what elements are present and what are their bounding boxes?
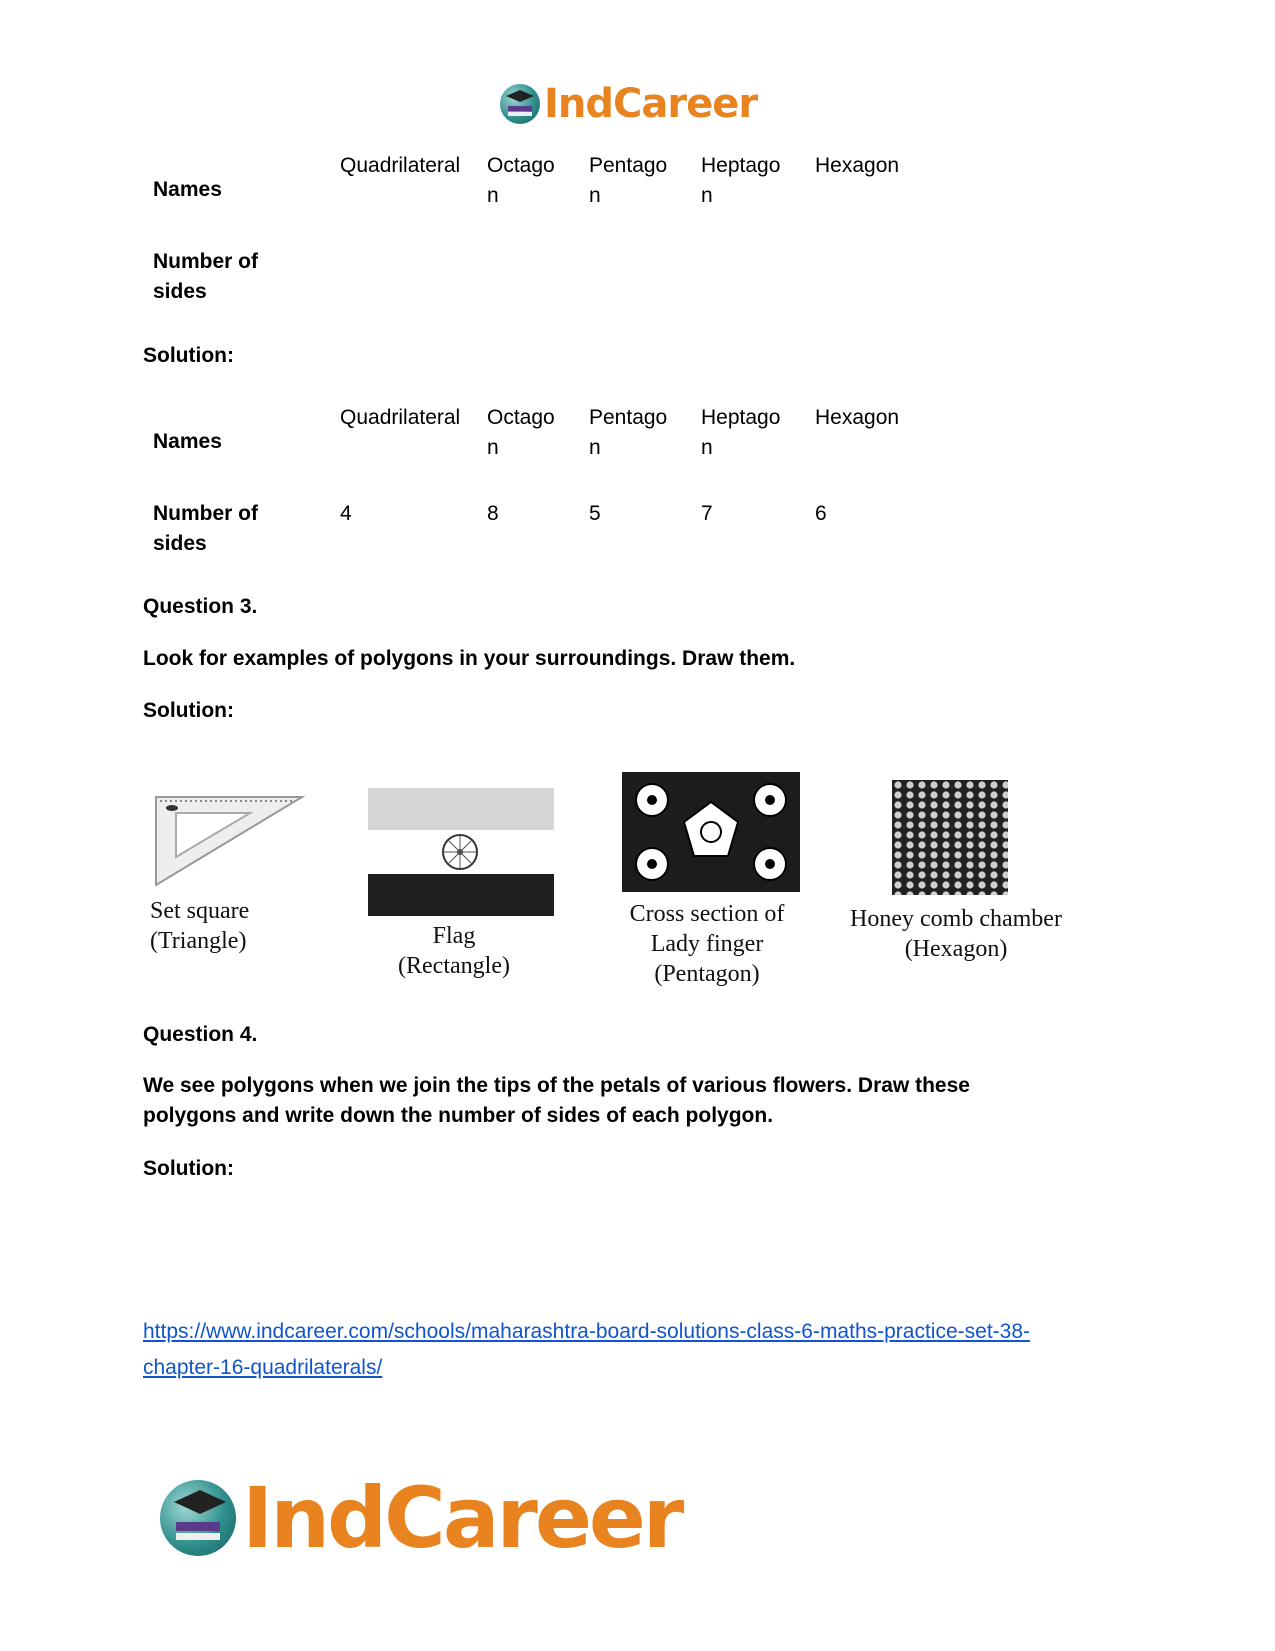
table2-sides-cell: 6 [815, 502, 827, 525]
footer-link[interactable] [143, 1314, 1103, 1386]
globe-book-icon [500, 84, 540, 124]
table2-name-cell: Octagon [487, 406, 555, 459]
set-square-figure [150, 785, 310, 890]
table2-sides-cell: 7 [701, 502, 713, 525]
footer-link-line[interactable]: chapter-16-quadrilaterals/ [143, 1356, 383, 1379]
table2-sides-cell: 8 [487, 502, 499, 525]
lady-finger-figure [622, 772, 800, 892]
honeycomb-figure [892, 780, 1008, 895]
table1-name-cell: Octagon [487, 154, 555, 207]
table1-name-cell: Hexagon [815, 154, 900, 177]
honeycomb-caption [840, 904, 1072, 964]
table2-sides-header: Number of sides [153, 502, 258, 555]
caption-line: (Pentagon) [654, 961, 760, 987]
table1-sides-header: Number of sides [153, 250, 258, 303]
table1-name-cell: Pentagon [589, 154, 668, 207]
caption-line: Lady finger [650, 931, 764, 957]
caption-line: Honey comb chamber [850, 906, 1062, 932]
caption-line: (Rectangle) [398, 953, 510, 979]
question3-text: Look for examples of polygons in your surroundings. Draw them. [143, 647, 796, 670]
table1-name-cell: Heptagon [701, 154, 781, 207]
table1-name-cell: Quadrilateral [340, 154, 461, 177]
brand-logo-text: IndCareer [544, 81, 758, 127]
table2-names-header: Names [153, 430, 222, 453]
brand-logo-top [500, 78, 800, 130]
question4-text: We see polygons when we join the tips of the petals of various flowers. Draw these polygons and write down the number of sides of each polygon. [143, 1074, 970, 1127]
set-square-caption [130, 896, 290, 956]
question4-title: Question 4. [143, 1023, 258, 1046]
flag-figure [368, 788, 554, 916]
caption-line: Cross section of [629, 901, 785, 927]
caption-line: Set square [150, 898, 250, 924]
flag-caption [374, 921, 534, 981]
caption-line: (Triangle) [150, 928, 247, 954]
table2-sides-cell: 5 [589, 502, 601, 525]
question3-title: Question 3. [143, 595, 258, 618]
table2-name-cell: Hexagon [815, 406, 900, 429]
solution-label: Solution: [143, 344, 234, 367]
caption-line: Flag [432, 923, 476, 949]
lady-finger-caption [612, 899, 802, 989]
footer-link-line[interactable]: https://www.indcareer.com/schools/maharashtra-board-solutions-class-6-maths-practice-set-38- [143, 1320, 1031, 1343]
table2-name-cell: Heptagon [701, 406, 781, 459]
question3-solution-label: Solution: [143, 699, 234, 722]
table2-name-cell: Quadrilateral [340, 406, 461, 429]
table2-name-cell: Pentagon [589, 406, 668, 459]
table2-sides-cell: 4 [340, 502, 352, 525]
table1-names-header: Names [153, 178, 222, 201]
caption-line: (Hexagon) [904, 936, 1008, 962]
question4-solution-label: Solution: [143, 1157, 234, 1180]
globe-book-icon [160, 1480, 236, 1556]
brand-logo-bottom [160, 1465, 720, 1570]
brand-logo-text: IndCareer [242, 1468, 682, 1567]
